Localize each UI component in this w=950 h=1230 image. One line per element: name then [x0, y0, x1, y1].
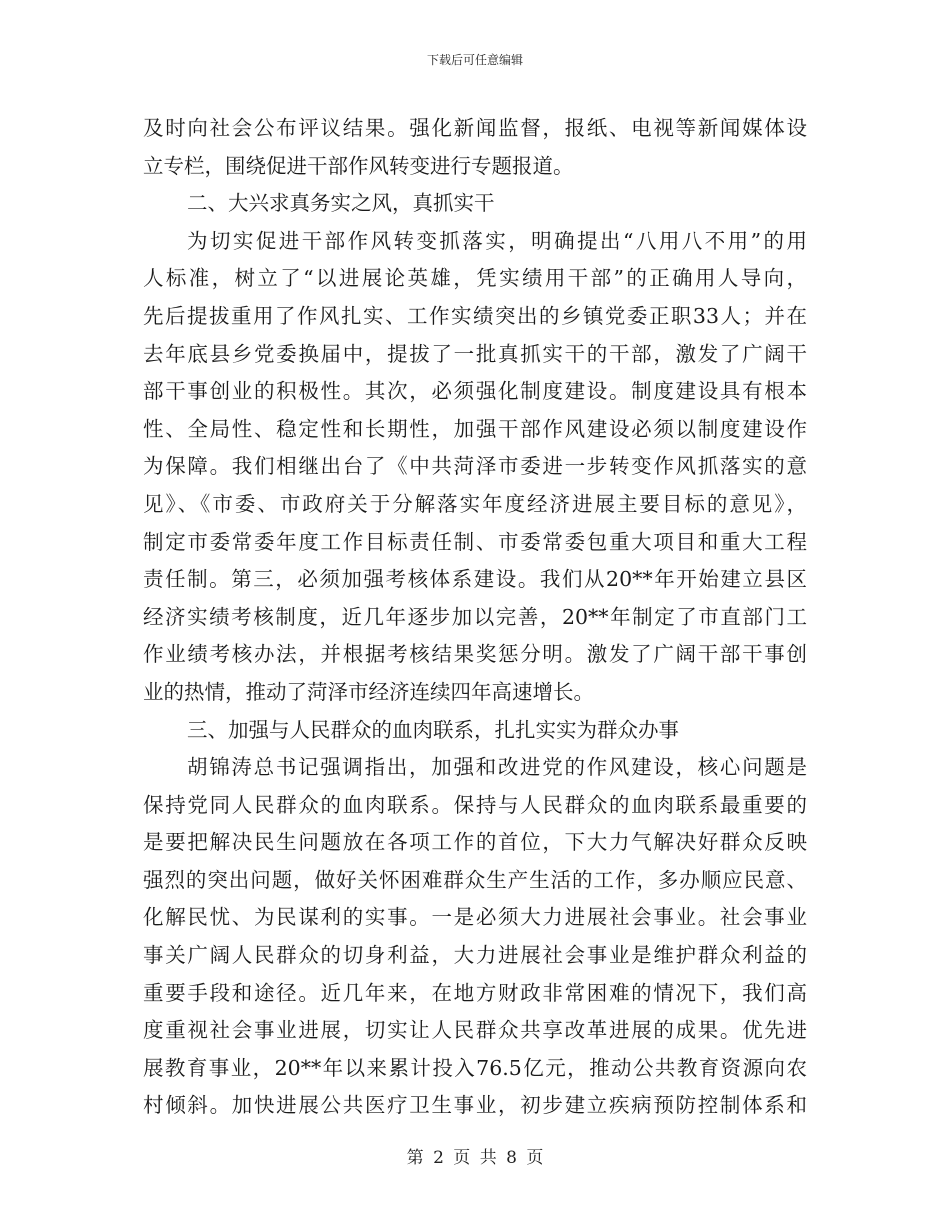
text-line: 及时向社会公布评议结果。强化新闻监督，报纸、电视等新闻媒体设 [143, 116, 807, 140]
text-line: 保持党同人民群众的血肉联系。保持与人民群众的血肉联系最重要的 [143, 792, 807, 817]
text-line: 度重视社会事业进展，切实让人民群众共享改革进展的成果。优先进 [143, 1018, 807, 1043]
page-footer: 第 2 页 共 8 页 [406, 1148, 544, 1168]
text-line: 事关广阔人民群众的切身利益，大力进展社会事业是维护群众利益的 [143, 943, 807, 968]
paragraph-first-line: 二、大兴求真务实之风，真抓实干 [187, 191, 495, 216]
document-body [143, 110, 807, 1125]
paragraph-first-line: 为切实促进干部作风转变抓落实，明确提出“八用八不用”的用 [187, 228, 807, 253]
text-line: 业的热情，推动了菏泽市经济连续四年高速增长。 [143, 679, 594, 704]
page-header: 下载后可任意编辑 [426, 53, 523, 67]
text-line: 为保障。我们相继出台了《中共菏泽市委进一步转变作风抓落实的意 [143, 454, 807, 479]
text-line: 强烈的突出问题，做好关怀困难群众生产生活的工作，多办顺应民意、 [143, 867, 807, 892]
text-line: 部干事创业的积极性。其次，必须强化制度建设。制度建设具有根本 [143, 379, 807, 404]
text-line: 展教育事业，20**年以来累计投入76.5亿元，推动公共教育资源向农 [143, 1055, 807, 1080]
text-line: 经济实绩考核制度，近几年逐步加以完善，20**年制定了市直部门工 [143, 604, 807, 629]
text-line: 化解民忧、为民谋利的实事。一是必须大力进展社会事业。社会事业 [143, 905, 807, 930]
text-line: 立专栏，围绕促进干部作风转变进行专题报道。 [143, 153, 574, 178]
text-line: 制定市委常委年度工作目标责任制、市委常委包重大项目和重大工程 [143, 529, 807, 554]
text-line: 村倾斜。加快进展公共医疗卫生事业，初步建立疾病预防控制体系和 [143, 1093, 807, 1118]
text-line: 性、全局性、稳定性和长期性，加强干部作风建设必须以制度建设作 [143, 416, 807, 441]
text-line: 作业绩考核办法，并根据考核结果奖惩分明。激发了广阔干部干事创 [143, 642, 807, 667]
paragraph-first-line: 胡锦涛总书记强调指出，加强和改进党的作风建设，核心问题是 [187, 755, 807, 780]
text-line: 人标准，树立了“以进展论英雄，凭实绩用干部”的正确用人导向， [143, 266, 807, 291]
text-line: 去年底县乡党委换届中，提拔了一批真抓实干的干部，激发了广阔干 [143, 341, 807, 366]
text-line: 责任制。第三，必须加强考核体系建设。我们从20**年开始建立县区 [143, 567, 807, 592]
paragraph-first-line: 三、加强与人民群众的血肉联系，扎扎实实为群众办事 [187, 717, 679, 742]
text-line: 见》、《市委、市政府关于分解落实年度经济进展主要目标的意见》， [143, 491, 807, 516]
text-line: 先后提拔重用了作风扎实、工作实绩突出的乡镇党委正职33人；并在 [143, 303, 807, 328]
text-line: 重要手段和途径。近几年来，在地方财政非常困难的情况下，我们高 [143, 980, 807, 1005]
text-line: 是要把解决民生问题放在各项工作的首位，下大力气解决好群众反映 [143, 830, 807, 855]
